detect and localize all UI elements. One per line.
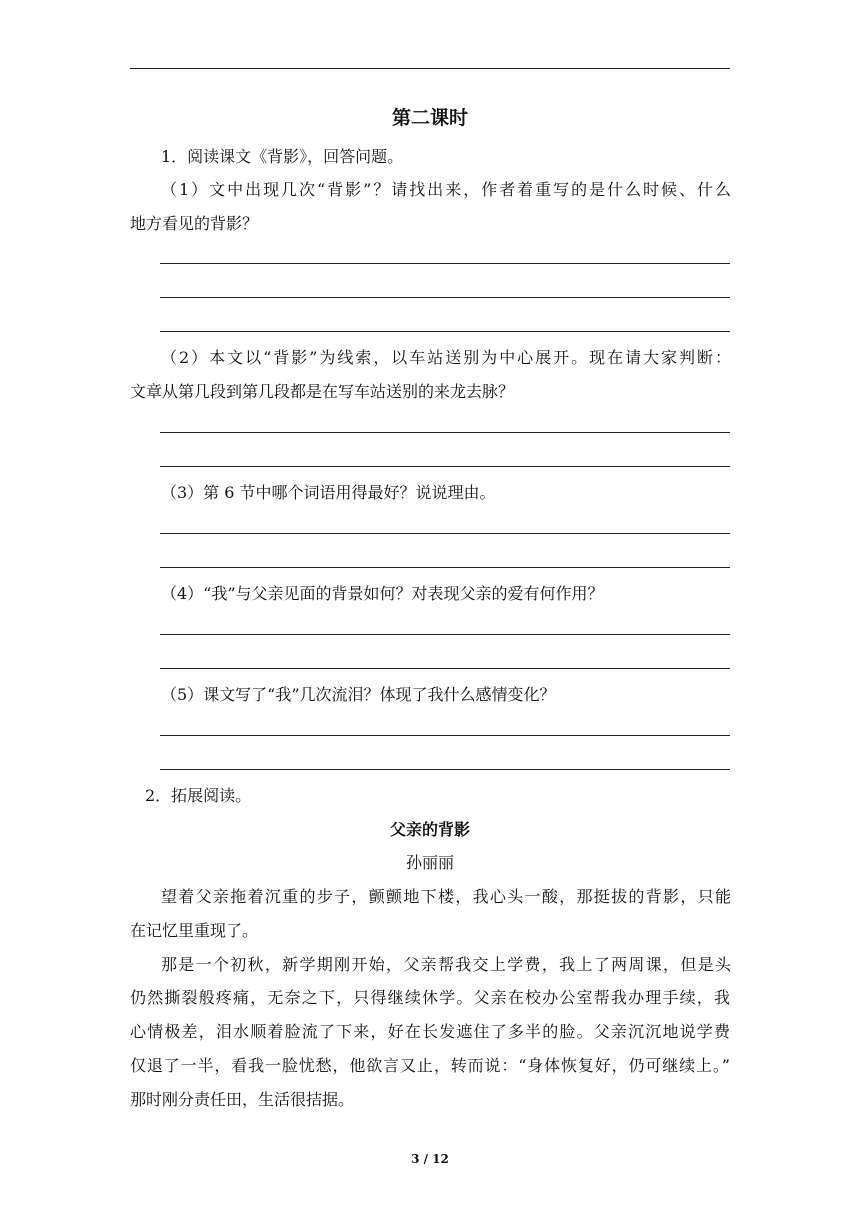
paragraph-2-line-1: 那是一个初秋，新学期刚开始，父亲帮我交上学费，我上了两周课，但是头: [161, 955, 731, 974]
answer-line[interactable]: [160, 432, 730, 433]
answer-line[interactable]: [160, 263, 730, 264]
paragraph-2-line-3: 心情极差，泪水顺着脸流了下来，好在长发遮住了多半的脸。父亲沉沉地说学费: [130, 1022, 730, 1041]
paragraph-2-line-5: 那时刚分责任田，生活很拮据。: [130, 1090, 355, 1109]
answer-line[interactable]: [160, 331, 730, 332]
answer-line[interactable]: [160, 668, 730, 669]
article-author: 孙丽丽: [405, 853, 454, 872]
paragraph-1-line-2: 在记忆里重现了。: [130, 921, 259, 940]
header-rule: [130, 68, 730, 69]
question-1-stem: 1．阅读课文《背影》，回答问题。: [161, 147, 404, 166]
paragraph-2-line-2: 仍然撕裂般疼痛，无奈之下，只得继续休学。父亲在校办公室帮我办理手续，我: [130, 988, 730, 1007]
answer-line[interactable]: [160, 297, 730, 298]
answer-line[interactable]: [160, 769, 730, 770]
paragraph-2-line-4: 仅退了一半，看我一脸忧愁，他欲言又止，转而说：“身体恢复好，仍可继续上。”: [130, 1056, 730, 1075]
question-1-3: （3）第 6 节中哪个词语用得最好？说说理由。: [161, 483, 496, 502]
paragraph-1-line-1: 望着父亲拖着沉重的步子，颤颤地下楼，我心头一酸，那挺拔的背影，只能: [161, 887, 731, 906]
question-1-1-line-2: 地方看见的背影？: [130, 214, 259, 233]
answer-line[interactable]: [160, 634, 730, 635]
question-1-4: （4）“我”与父亲见面的背景如何？对表现父亲的爱有何作用？: [161, 584, 604, 603]
question-2-stem: 2．拓展阅读。: [145, 786, 252, 805]
question-1-5: （5）课文写了“我”几次流泪？体现了我什么感情变化？: [161, 685, 556, 704]
section-title: 第二课时: [391, 107, 468, 129]
answer-line[interactable]: [160, 567, 730, 568]
answer-line[interactable]: [160, 466, 730, 467]
answer-line[interactable]: [160, 533, 730, 534]
article-title: 父亲的背影: [389, 820, 470, 839]
question-1-1-line-1: （1）文中出现几次“背影”？请找出来，作者着重写的是什么时候、什么: [161, 180, 731, 199]
question-1-2-line-1: （2）本文以“背影”为线索，以车站送别为中心展开。现在请大家判断：: [161, 348, 731, 367]
question-1-2-line-2: 文章从第几段到第几段都是在写车站送别的来龙去脉？: [130, 382, 515, 401]
answer-line[interactable]: [160, 735, 730, 736]
page-number: 3 / 12: [411, 1152, 449, 1166]
